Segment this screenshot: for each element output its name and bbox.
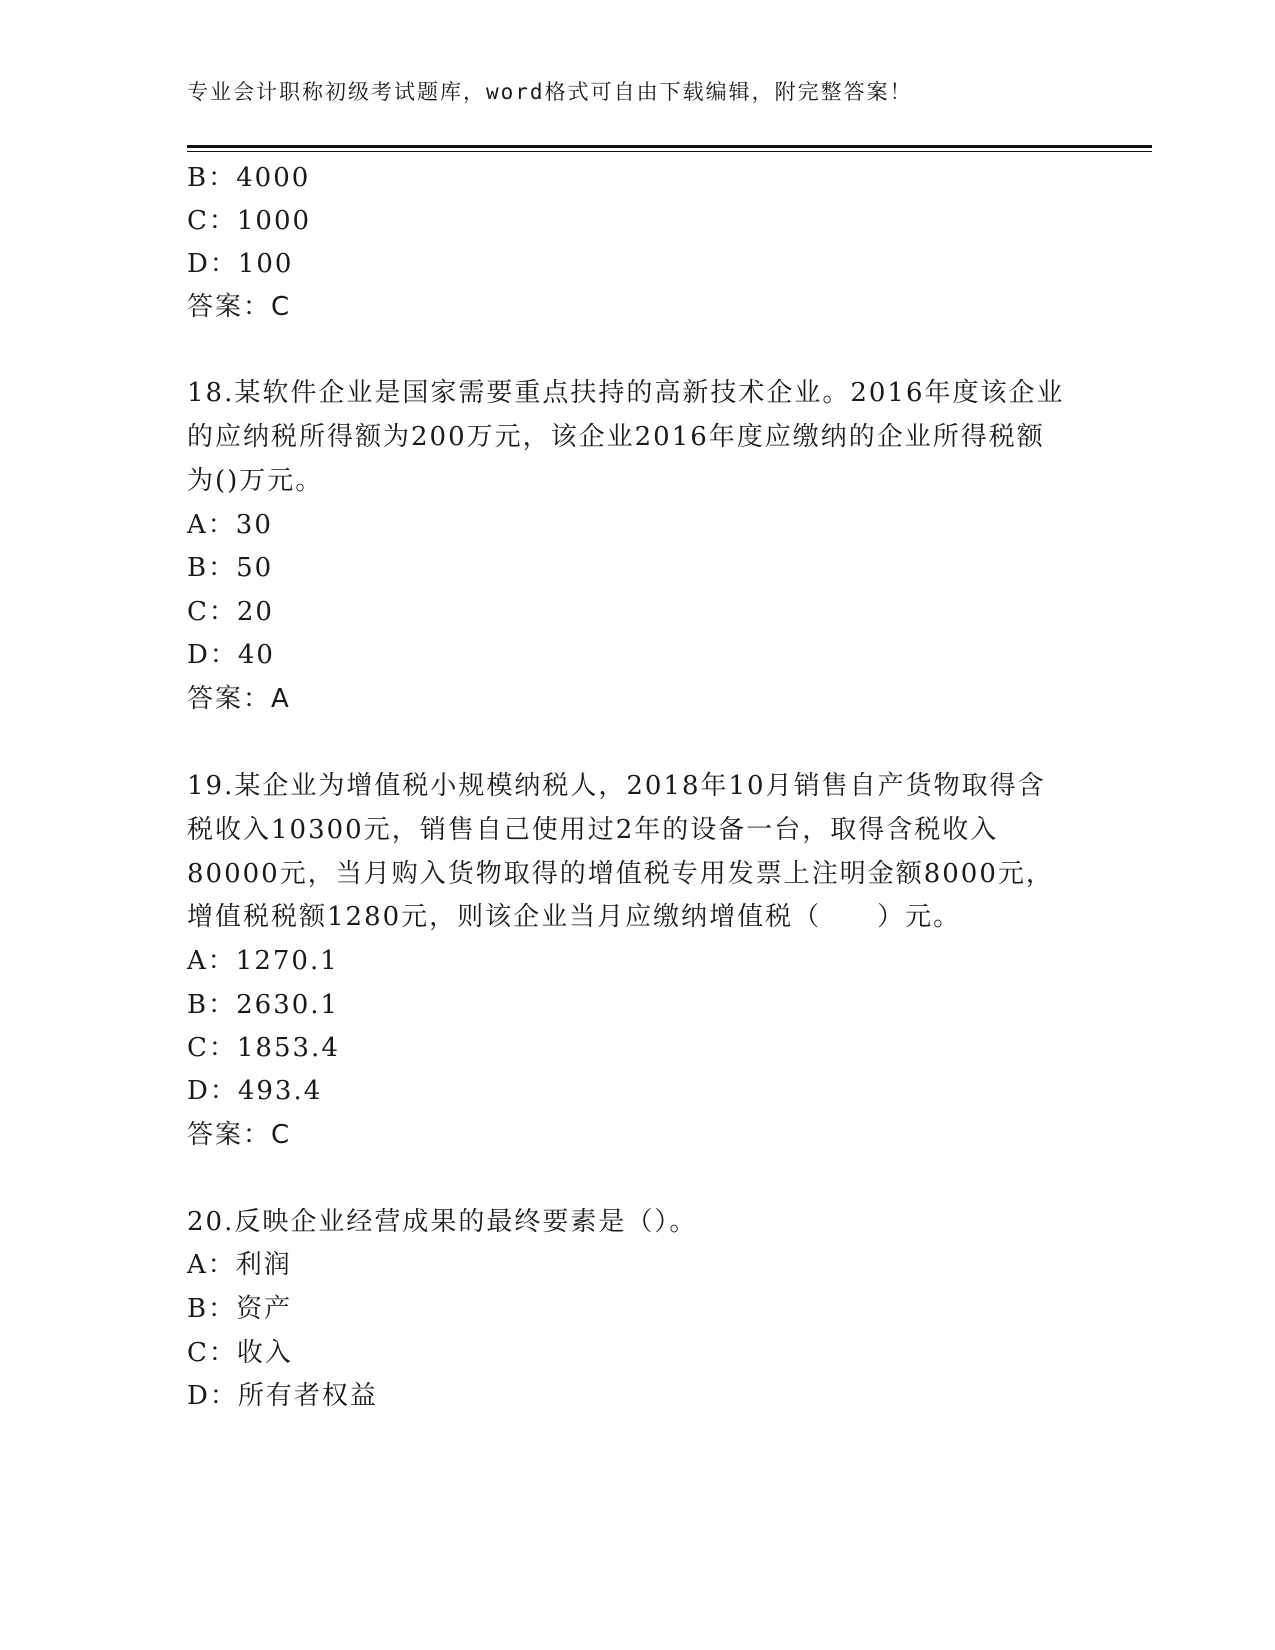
q18-option-a: A：30 — [187, 510, 273, 540]
q18-option-d: D：40 — [187, 640, 275, 670]
q18-answer: 答案：A — [187, 684, 291, 714]
q17-option-d: D：100 — [187, 249, 294, 279]
q17-option-b: B：4000 — [187, 163, 311, 193]
q19-stem-line-4: 增值税税额1280元，则该企业当月应缴纳增值税（ ）元。 — [187, 902, 962, 932]
q19-option-b: B：2630.1 — [187, 990, 340, 1020]
page-header: 专业会计职称初级考试题库，word格式可自由下载编辑，附完整答案！ — [187, 80, 913, 104]
q19-stem-line-1: 19.某企业为增值税小规模纳税人，2018年10月销售自产货物取得含 — [187, 771, 1046, 801]
q18-stem-line-2: 的应纳税所得额为200万元，该企业2016年度应缴纳的企业所得税额 — [187, 422, 1045, 452]
q20-option-d: D：所有者权益 — [187, 1381, 378, 1411]
q17-option-c: C：1000 — [187, 206, 312, 236]
header-rule-thin — [187, 151, 1152, 152]
header-rule-thick — [187, 145, 1152, 148]
q20-option-a: A：利润 — [187, 1250, 292, 1280]
q19-option-a: A：1270.1 — [187, 946, 339, 976]
q18-stem-line-1: 18.某软件企业是国家需要重点扶持的高新技术企业。2016年度该企业 — [187, 378, 1065, 408]
q19-stem-line-2: 税收入10300元，销售自己使用过2年的设备一台，取得含税收入 — [187, 815, 999, 845]
q17-answer: 答案：C — [187, 292, 292, 322]
q18-stem-line-3: 为()万元。 — [187, 466, 324, 496]
q19-option-d: D：493.4 — [187, 1076, 323, 1106]
q18-option-c: C：20 — [187, 597, 274, 627]
q19-option-c: C：1853.4 — [187, 1033, 340, 1063]
q20-option-b: B：资产 — [187, 1294, 293, 1324]
q20-stem-line-1: 20.反映企业经营成果的最终要素是（）。 — [187, 1207, 698, 1237]
q18-option-b: B：50 — [187, 553, 274, 583]
q19-answer: 答案：C — [187, 1120, 292, 1150]
q19-stem-line-3: 80000元，当月购入货物取得的增值税专用发票上注明金额8000元， — [187, 859, 1054, 889]
q20-option-c: C：收入 — [187, 1338, 293, 1368]
